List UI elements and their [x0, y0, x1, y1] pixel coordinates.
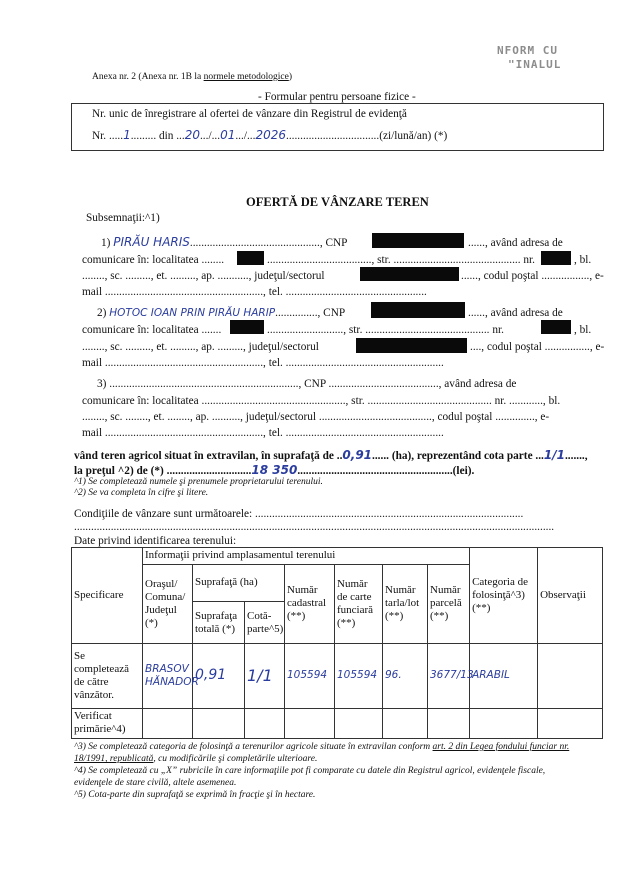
- sale-price: 18 350: [251, 463, 298, 477]
- registration-month: 01: [220, 128, 236, 142]
- footnote-3-line2: 18/1991, republicată, cu modificările şi completările ulterioare.: [74, 754, 318, 764]
- footnote-5: ^5) Cota-parte din suprafaţă se exprimă în fracţie şi în hectare.: [74, 790, 316, 800]
- cell-observatii: [538, 643, 603, 708]
- person1-line2: comunicare în: localitatea ........: [82, 254, 225, 266]
- redaction-nr-1: [541, 251, 571, 265]
- person1-line2-mid: ....................................., str. ............................................. nr.: [267, 254, 535, 266]
- document-title: OFERTĂ DE VÂNZARE TEREN: [246, 195, 429, 209]
- header-location-info: Informaţii privind amplasamentul terenului: [143, 548, 470, 565]
- person2-name: HOTOC IOAN PRIN PIRĂU HARIP: [109, 307, 276, 319]
- person2-line1-tail: ......, având adresa de: [468, 307, 563, 319]
- person2-line2-end: , bl.: [574, 324, 592, 336]
- cell-cadastral: 105594: [285, 643, 335, 708]
- registration-label: Nr. unic de înregistrare al ofertei de vânzare din Registrul de evidenţă: [92, 108, 407, 120]
- person2-line4: mail ........................................................, tel. ........................................................: [82, 357, 444, 369]
- person1-line1: 1) PIRĂU HARIS.............................................., CNP: [101, 235, 348, 249]
- annex-link[interactable]: normele metodologice: [203, 72, 289, 82]
- row-label-verified: Verificat primărie^4): [72, 708, 143, 738]
- footnote-3-line1: ^3) Se completează categoria de folosinţă a terenurilor agricole situate în extravilan conform art. 2 din Legea fondului funciar nr.: [74, 742, 570, 752]
- footnote-1: ^1) Se completează numele şi prenumele proprietarului terenului.: [74, 477, 323, 487]
- cell-parcela: 3677/13: [428, 643, 470, 708]
- sale-statement-line1: vând teren agricol situat în extravilan, în suprafaţă de ..0,91...... (ha), reprezentând cota parte ...1/1.......,: [74, 448, 588, 462]
- sale-area: 0,91: [342, 448, 373, 462]
- redaction-cnp-1: [372, 233, 464, 248]
- person2-line2-mid: ..........................., str. ............................................ nr.: [267, 324, 504, 336]
- header-categoria: Categoria de folosinţă^3) (**): [470, 548, 538, 644]
- cell-tarla: 96.: [383, 643, 428, 708]
- header-observatii: Observaţii: [538, 548, 603, 644]
- person2-line1: 2) HOTOC IOAN PRIN PIRĂU HARIP..............., CNP: [97, 307, 346, 319]
- redaction-county-1: [360, 267, 459, 281]
- header-suprafata: Suprafaţă (ha): [193, 564, 285, 602]
- person3-line4: mail ........................................................, tel. ........................................................: [82, 427, 444, 439]
- person1-line3-end: ......, codul poştal ................., e-: [461, 270, 604, 282]
- person1-line2-end: , bl.: [574, 254, 592, 266]
- form-type-title: - Formular pentru persoane fizice -: [258, 91, 416, 103]
- redaction-nr-2: [541, 320, 571, 334]
- person1-line1-tail: ......, având adresa de: [468, 237, 563, 249]
- header-cota: Cotă-parte^5): [245, 602, 285, 644]
- header-nr-cadastral: Număr cadastral (**): [285, 564, 335, 643]
- header-specificare: Specificare: [72, 548, 143, 644]
- conditions-line: Condiţiile de vânzare sunt următoarele: ...............................................................................................: [74, 508, 524, 520]
- person1-line4: mail ........................................................, tel. ..................................................: [82, 286, 427, 298]
- redaction-locality-1: [237, 251, 264, 265]
- table-row: [72, 708, 603, 738]
- sale-statement-line2: la preţul ^2) de (*) ..............................18 350.......................................................(lei).: [74, 463, 475, 477]
- person3-line2: comunicare în: localitatea ..................................................., str. ............................................ nr. ............, bl.: [82, 395, 561, 407]
- header-oras: Oraşul/ Comuna/ Judeţul (*): [143, 564, 193, 643]
- cell-cota: 1/1: [245, 643, 285, 708]
- cell-oras: BRASOV HĂNADOR: [143, 643, 193, 708]
- law-link[interactable]: art. 2 din Legea fondului funciar nr.: [432, 742, 570, 752]
- cell-categoria: ARABIL: [470, 643, 538, 708]
- land-identification-table: [71, 547, 603, 739]
- row-label-seller: Se completează de către vânzător.: [72, 643, 143, 708]
- person2-line2: comunicare în: localitatea .......: [82, 324, 222, 336]
- registration-year: 2026: [255, 128, 286, 142]
- header-nr-parcela: Număr parcelă (**): [428, 564, 470, 643]
- person1-name: PIRĂU HARIS: [113, 235, 190, 249]
- header-nr-carte: Număr de carte funciară (**): [335, 564, 383, 643]
- person2-line3: ........, sc. ........., et. ........., ap. ........., judeţul/sectorul: [82, 341, 319, 353]
- footnote-4-line2: evidenţele de stare civilă, altele asemenea.: [74, 778, 237, 788]
- redaction-cnp-2: [371, 302, 465, 318]
- person2-line3-end: ...., codul poştal ................, e-: [470, 341, 605, 353]
- conditions-dotted-line: ..........................................................................................................................................................................: [74, 521, 555, 533]
- annex-reference: Anexa nr. 2 (Anexa nr. 1B la normele metodologice): [92, 72, 292, 82]
- header-nr-tarla: Număr tarla/lot (**): [383, 564, 428, 643]
- person1-line3: ........, sc. ........., et. ........., ap. ..........., judeţul/sectorul: [82, 270, 325, 282]
- redaction-county-2: [356, 338, 467, 353]
- redaction-locality-2: [230, 320, 264, 334]
- registration-number: 1: [123, 128, 131, 142]
- stamp-text-line1: NFORM CU: [497, 44, 558, 57]
- sale-share: 1/1: [543, 448, 565, 462]
- person3-line3: ........, sc. ........, et. ........, ap. .........., judeţul/sectorul ........................................, codul poştal .............., e-: [82, 411, 550, 423]
- header-supr-totala: Suprafaţa totală (*): [193, 602, 245, 644]
- stamp-text-line2: "INALUL: [508, 58, 562, 71]
- signatories-label: Subsemnaţii:^1): [86, 212, 160, 224]
- table-row: [72, 643, 603, 708]
- footnote-4-line1: ^4) Se completează cu „X” rubricile în care informaţiile pot fi comparate cu datele din Registrul agricol, evidenţele fiscale,: [74, 766, 546, 776]
- law-link-cont[interactable]: 18/1991, republicată: [74, 754, 154, 764]
- land-data-label: Date privind identificarea terenului:: [74, 535, 237, 547]
- cell-carte: 105594: [335, 643, 383, 708]
- registration-day: 20: [184, 128, 200, 142]
- footnote-2: ^2) Se va completa în cifre şi litere.: [74, 488, 209, 498]
- person3-line1: 3) ..................................................................., CNP ......................................., având adresa de: [97, 378, 517, 390]
- registration-number-line: Nr. .....1......... din ...20.../...01.../...2026.................................(zi/lună/an) (*): [92, 128, 448, 142]
- cell-suprafata: 0,91: [193, 643, 245, 708]
